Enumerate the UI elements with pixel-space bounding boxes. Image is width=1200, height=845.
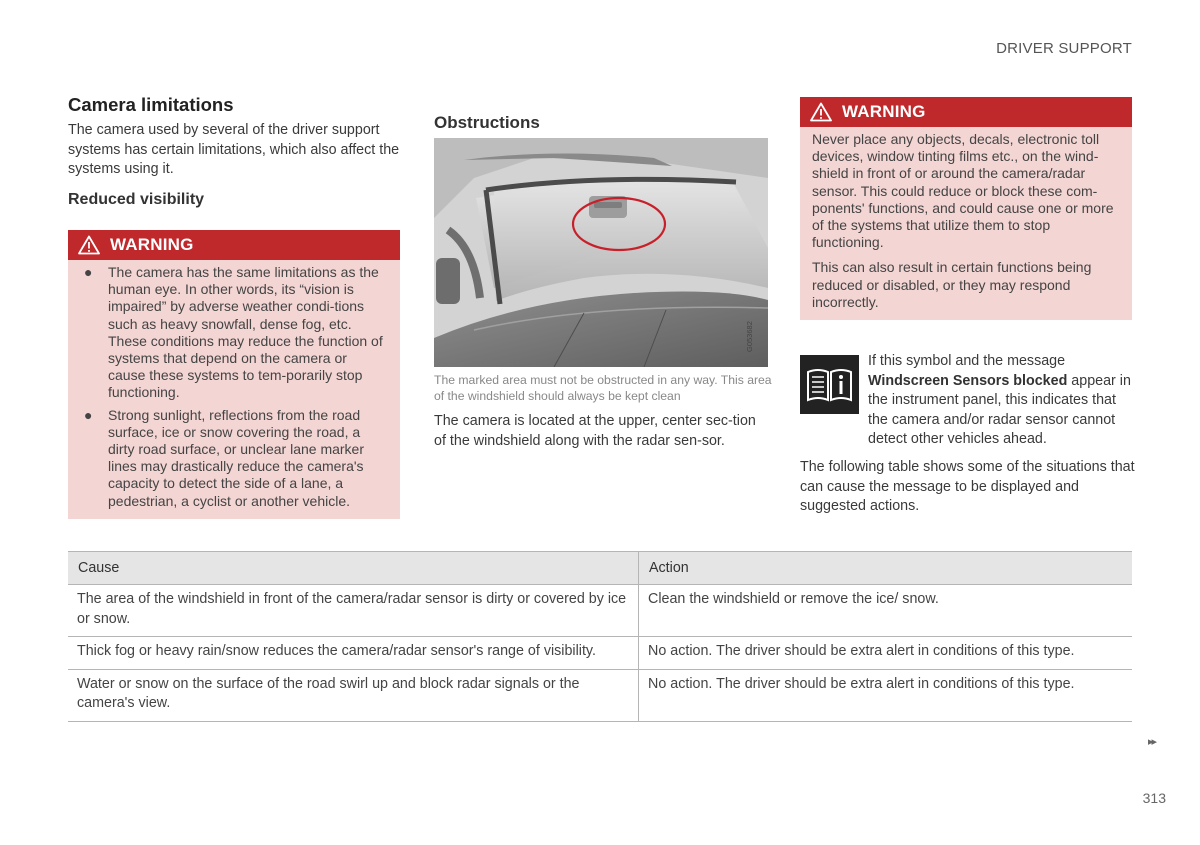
- symbol-text-before: If this symbol and the message: [868, 353, 1066, 369]
- image-caption: The marked area must not be obstructed in any way. This area of the windshield should always be kept clean: [434, 373, 772, 403]
- intro-paragraph: The camera used by several of the driver support systems has certain limitations, which also affect the systems using it.: [68, 122, 400, 177]
- warning-box-obstructions: [800, 97, 1132, 320]
- table-row: [68, 585, 1132, 637]
- page-title: Camera limitations: [68, 94, 234, 115]
- cause-cell: Thick fog or heavy rain/snow reduces the camera/radar sensor's range of visibility.: [68, 637, 639, 670]
- causes-actions-table: [68, 551, 1132, 722]
- reduced-visibility-heading: Reduced visibility: [68, 191, 205, 208]
- section-header: DRIVER SUPPORT: [996, 40, 1132, 57]
- symbol-text-after: appear in the instrument panel, this indicates that the camera and/or radar sensor cannot detect other vehicles ahead.: [868, 372, 1131, 447]
- warning-list-item: ● The camera has the same limitations as the human eye. In other words, its “vision is impaired” by adverse weather condi-tions such as heavy snowfall, dense fog, etc. These conditions may reduce the function of systems that depend on the camera or cause these systems to tem-porarily stop functioning.: [84, 264, 383, 401]
- cause-cell: The area of the windshield in front of the camera/radar sensor is dirty or covered by ice or snow.: [68, 585, 639, 637]
- windscreen-sensors-message: Windscreen Sensors blocked: [868, 372, 1068, 389]
- warning-box-visibility: [68, 230, 400, 519]
- cause-cell: Water or snow on the surface of the road swirl up and block radar signals or the camera's view.: [68, 669, 639, 721]
- warning-list: [68, 260, 400, 510]
- table-intro-text: The following table shows some of the situations that can cause the message to be displayed and suggested actions.: [800, 459, 1135, 514]
- windshield-camera-image: [434, 138, 768, 367]
- symbol-message-text: [800, 352, 1135, 450]
- warning-label: WARNING: [842, 102, 926, 121]
- action-cell: No action. The driver should be extra alert in conditions of this type.: [639, 669, 1133, 721]
- image-code: G053682: [745, 321, 754, 352]
- table-row: [68, 669, 1132, 721]
- continue-arrows-icon: ▸▸: [1148, 736, 1156, 748]
- table-header-row: [68, 552, 1132, 585]
- warning-label: WARNING: [110, 235, 194, 254]
- page-number: 313: [1142, 790, 1166, 806]
- warning-header: [68, 230, 400, 260]
- column-header-action: Action: [639, 552, 1133, 585]
- warning-paragraph: This can also result in certain functions being reduced or disabled, or they may respond incorrectly.: [812, 259, 1092, 310]
- warning-triangle-icon: [810, 102, 832, 122]
- action-cell: No action. The driver should be extra alert in conditions of this type.: [639, 637, 1133, 670]
- warning-list-item: ● Strong sunlight, reflections from the road surface, ice or snow covering the road, a dirty road surface, or unclear lane marker lines may drastically reduce the camera's capacity to detect the side of a lane, a pedestrian, a cyclist or another vehicle.: [84, 406, 364, 509]
- warning-header: [800, 97, 1132, 127]
- warning-body: [800, 127, 1132, 311]
- column-header-cause: Cause: [68, 552, 639, 585]
- action-cell: Clean the windshield or remove the ice/ snow.: [639, 585, 1133, 637]
- obstructions-heading: Obstructions: [434, 113, 540, 132]
- camera-location-text: The camera is located at the upper, center sec-tion of the windshield along with the radar sen-sor.: [434, 413, 756, 449]
- warning-paragraph: Never place any objects, decals, electronic toll devices, window tinting films etc., on the wind-shield in front of or around the camera/radar sensor. This could reduce or block these com-ponents' functions, and could cause one or more of the systems that utilize them to stop functioning.: [812, 131, 1114, 251]
- warning-triangle-icon: [78, 235, 100, 255]
- table-row: [68, 637, 1132, 670]
